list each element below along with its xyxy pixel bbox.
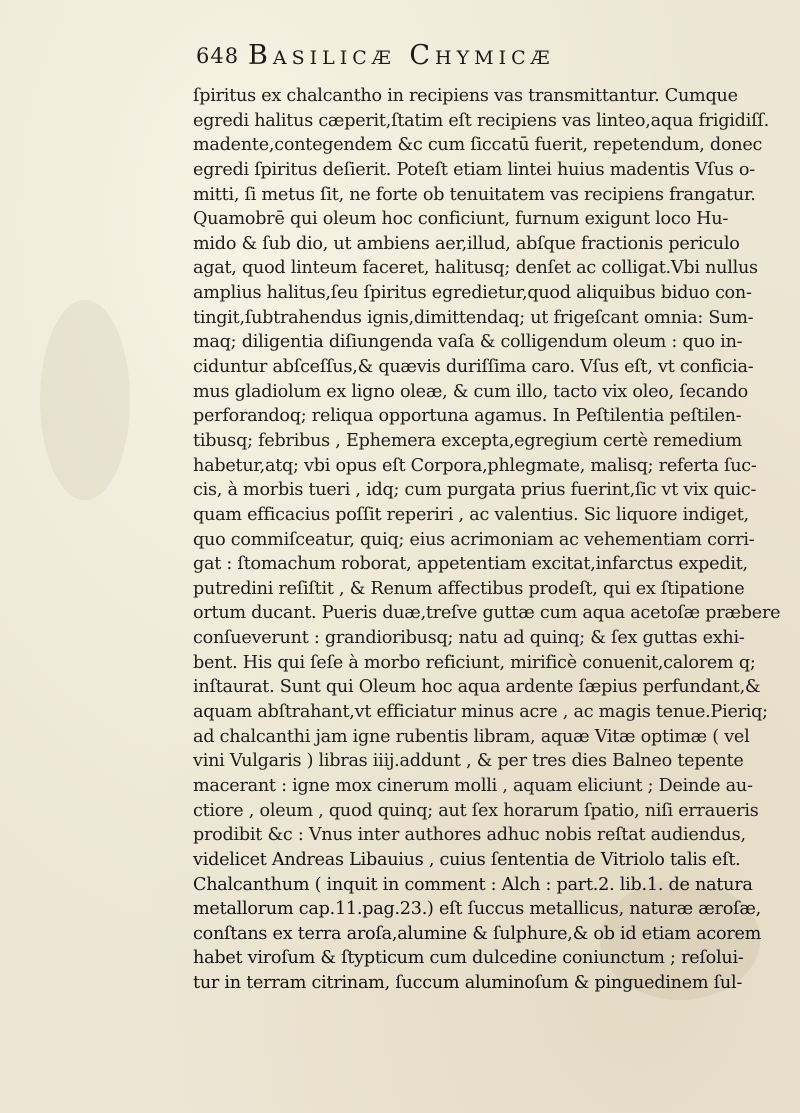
text-line: perforandoq; reliqua opportuna agamus. In Peſtilentia peſtilen- bbox=[193, 406, 742, 427]
text-line: ad chalcanthi jam igne rubentis libram, aquæ Vitæ optimæ ( vel bbox=[193, 726, 750, 747]
text-line: cis, à morbis tueri , idq; cum purgata prius fuerint,ſic vt vix quic- bbox=[193, 480, 757, 501]
text-line: metallorum cap.11.pag.23.) eſt ſuccus metallicus, naturæ æroſæ, bbox=[193, 899, 761, 920]
text-line: videlicet Andreas Libauius , cuius ſententia de Vitriolo talis eſt. bbox=[193, 849, 741, 870]
running-head: Basilicæ Chymicæ bbox=[248, 40, 555, 71]
text-line: ciduntur abſceſſus,& quævis duriſſima caro. Vſus eſt, vt conficia- bbox=[193, 357, 754, 378]
text-line: ortum ducant. Pueris duæ,treſve guttæ cum aqua acetoſæ præbere bbox=[193, 603, 781, 624]
page-header bbox=[196, 40, 716, 80]
text-line: mitti, ſi metus ſit, ne forte ob tenuitatem vas recipiens frangatur. bbox=[193, 184, 756, 205]
text-line: egredi ſpiritus deſierit. Poteſt etiam lintei huius madentis Vſus o- bbox=[193, 159, 755, 180]
text-line: habet viroſum & ſtypticum cum dulcedine coniunctum ; reſolui- bbox=[193, 948, 744, 969]
text-line: agat, quod linteum faceret, halitusq; denſet ac colligat.Vbi nullus bbox=[193, 258, 758, 279]
text-line: madente,contegendem &c cum ſiccatū fuerit, repetendum, donec bbox=[193, 135, 763, 156]
text-line: tur in terram citrinam, ſuccum aluminoſum & pinguedinem ſul- bbox=[193, 973, 743, 994]
text-line: gat : ſtomachum roborat, appetentiam excitat,infarctus expedit, bbox=[193, 554, 748, 575]
text-line: ſpiritus ex chalcantho in recipiens vas transmittantur. Cumque bbox=[193, 86, 738, 106]
text-line: ctiore , oleum , quod quinq; aut ſex horarum ſpatio, niſi erraueris bbox=[193, 800, 759, 821]
paper-stain bbox=[40, 300, 130, 500]
text-line: macerant : igne mox cinerum molli , aquam eliciunt ; Deinde au- bbox=[193, 775, 753, 796]
text-line: mus gladiolum ex ligno oleæ, & cum illo, tacto vix oleo, ſecando bbox=[193, 381, 749, 402]
text-line: vini Vulgaris ) libras iiij.addunt , & per tres dies Balneo tepente bbox=[193, 751, 744, 772]
text-line: egredi halitus cæperit,ſtatim eſt recipiens vas linteo,aqua frigidiſſ. bbox=[193, 110, 769, 131]
text-line: aquam abſtrahant,vt efficiatur minus acre , ac magis tenue.Pieriq; bbox=[193, 702, 768, 723]
text-line: quam efficacius poſſit reperiri , ac valentius. Sic liquore indiget, bbox=[193, 504, 749, 525]
text-line: conſtans ex terra aroſa,alumine & ſulphure,& ob id etiam acorem bbox=[193, 923, 762, 944]
text-line: quo commiſceatur, quiq; eius acrimoniam ac vehementiam corri- bbox=[193, 529, 755, 550]
text-line: conſueverunt : grandioribusq; natu ad quinq; & ſex guttas exhi- bbox=[193, 628, 745, 649]
text-line: Chalcanthum ( inquit in comment : Alch : part.2. lib.1. de natura bbox=[193, 874, 753, 895]
text-line: prodibit &c : Vnus inter authores adhuc nobis reſtat audiendus, bbox=[193, 825, 746, 846]
text-line: amplius halitus,ſeu ſpiritus egredietur,quod aliquibus biduo con- bbox=[193, 283, 752, 304]
text-line: habetur,atq; vbi opus eſt Corpora,phlegmate, malisq; referta ſuc- bbox=[193, 455, 757, 476]
text-line: mido & ſub dio, ut ambiens aer,illud, abſque fractionis periculo bbox=[193, 233, 740, 254]
text-line: putredini reſiſtit , & Renum affectibus prodeſt, qui ex ſtipatione bbox=[193, 578, 745, 599]
text-line: tingit,ſubtrahendus ignis,dimittendaq; ut frigeſcant omnia: Sum- bbox=[193, 307, 754, 328]
text-line: bent. His qui ſeſe à morbo reficiunt, mirificè conuenit,calorem q; bbox=[193, 652, 756, 673]
text-line: maq; diligentia diſiungenda vaſa & colligendum oleum : quo in- bbox=[193, 332, 743, 353]
text-line: inſtaurat. Sunt qui Oleum hoc aqua ardente ſæpius perfundant,& bbox=[193, 677, 761, 698]
body-text bbox=[193, 84, 781, 996]
text-line: tibusq; febribus , Ephemera excepta,egregium certè remedium bbox=[193, 430, 742, 451]
text-line: Quamobrē qui oleum hoc conficiunt, furnum exigunt loco Hu- bbox=[193, 209, 729, 230]
page-number: 648 bbox=[196, 44, 240, 68]
